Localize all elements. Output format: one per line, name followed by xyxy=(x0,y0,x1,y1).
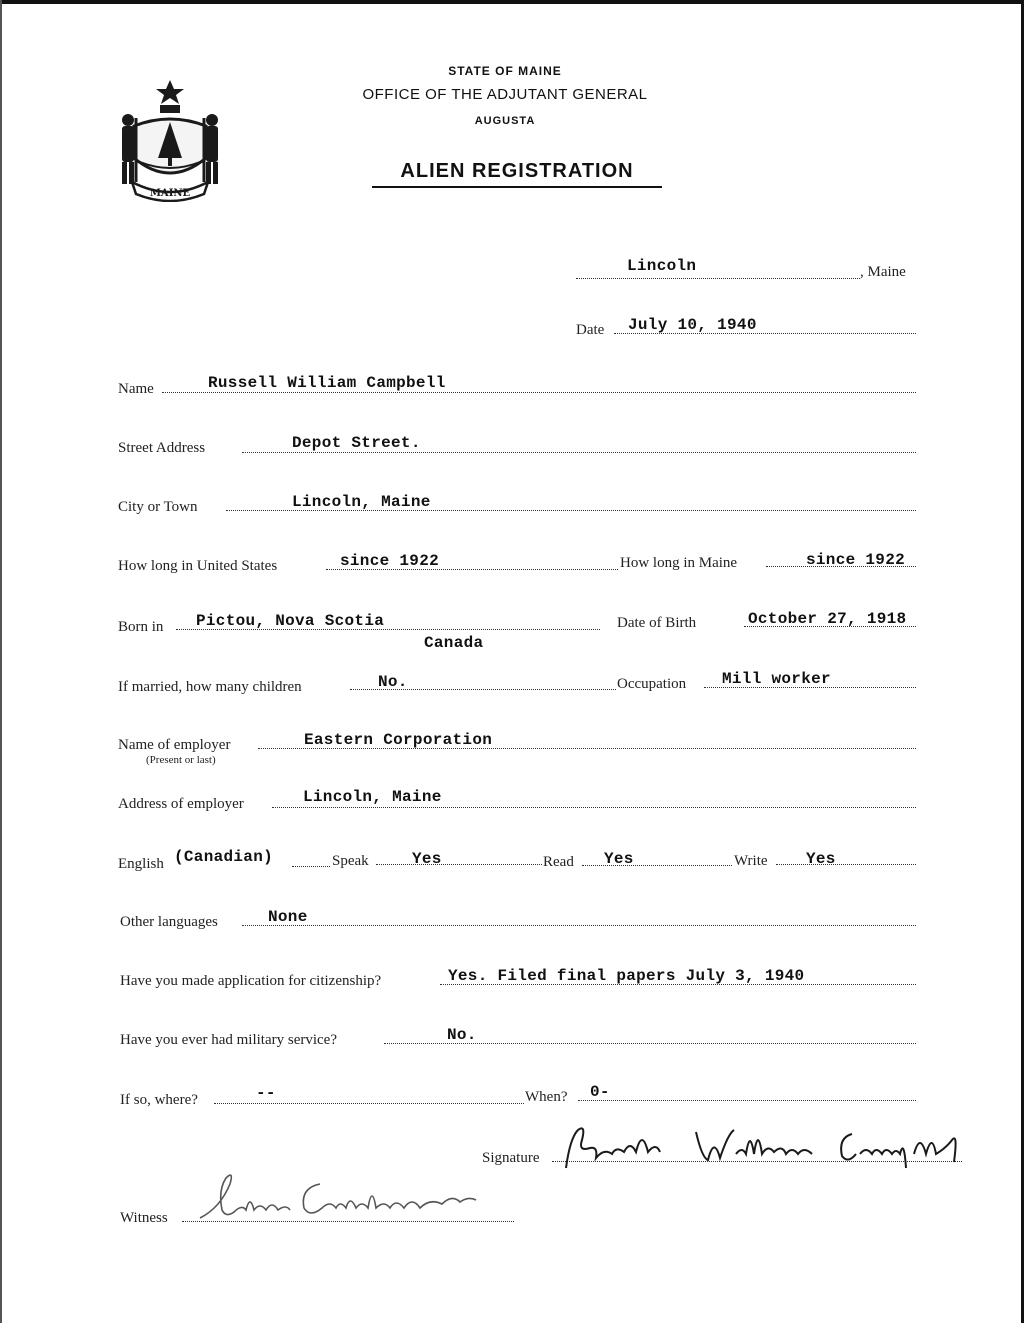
children-label: If married, how many children xyxy=(118,679,302,695)
seal-text: MAINE xyxy=(149,188,191,199)
where-label: If so, where? xyxy=(120,1092,198,1108)
city-label: City or Town xyxy=(118,499,198,515)
street-address-value: Depot Street. xyxy=(292,434,421,452)
when-label: When? xyxy=(525,1089,568,1105)
employer-address-line xyxy=(272,807,916,808)
other-languages-line xyxy=(242,925,916,926)
name-value: Russell William Campbell xyxy=(208,374,446,392)
scan-border-left xyxy=(0,0,2,1323)
witness-label: Witness xyxy=(120,1210,168,1226)
military-label: Have you ever had military service? xyxy=(120,1032,337,1048)
street-address-line xyxy=(242,452,916,453)
header-office: OFFICE OF THE ADJUTANT GENERAL xyxy=(362,86,648,103)
date-of-birth-value: October 27, 1918 xyxy=(748,610,907,628)
form-title: ALIEN REGISTRATION xyxy=(372,160,662,188)
write-value: Yes xyxy=(806,850,836,868)
place-value: Lincoln xyxy=(627,257,697,275)
read-label: Read xyxy=(543,854,574,870)
occupation-label: Occupation xyxy=(617,676,687,692)
scan-border-top xyxy=(0,0,1024,4)
employer-address-label: Address of employer xyxy=(118,796,244,812)
other-languages-label: Other languages xyxy=(120,914,218,930)
military-value: No. xyxy=(447,1026,477,1044)
how-long-maine-label: How long in Maine xyxy=(620,555,738,571)
when-line xyxy=(578,1100,916,1101)
when-value: 0- xyxy=(590,1083,610,1101)
signature-label: Signature xyxy=(482,1150,540,1166)
english-label: English xyxy=(118,856,164,872)
born-in-value: Pictou, Nova Scotia xyxy=(196,612,385,630)
citizenship-value: Yes. Filed final papers July 3, 1940 xyxy=(448,967,805,985)
children-value: No. xyxy=(378,673,408,691)
born-in-label: Born in xyxy=(118,619,164,635)
maine-state-seal-icon xyxy=(114,78,226,202)
write-label: Write xyxy=(734,853,768,869)
speak-line xyxy=(376,864,542,865)
where-value: -- xyxy=(256,1084,276,1102)
header-city: AUGUSTA xyxy=(474,115,536,127)
where-line xyxy=(214,1103,524,1104)
date-label: Date xyxy=(576,322,605,338)
city-value: Lincoln, Maine xyxy=(292,493,431,511)
date-value: July 10, 1940 xyxy=(628,316,757,334)
how-long-maine-value: since 1922 xyxy=(806,551,906,569)
place-suffix-label: , Maine xyxy=(860,264,906,280)
read-value: Yes xyxy=(604,850,634,868)
speak-label: Speak xyxy=(332,853,369,869)
place-line xyxy=(576,278,860,279)
name-line xyxy=(162,392,916,393)
employer-name-value: Eastern Corporation xyxy=(304,731,493,749)
name-label: Name xyxy=(118,381,154,397)
applicant-signature-icon xyxy=(556,1118,986,1178)
employer-name-label: Name of employer xyxy=(118,737,231,753)
witness-signature-icon xyxy=(190,1164,490,1230)
employer-address-value: Lincoln, Maine xyxy=(303,788,442,806)
how-long-us-label: How long in United States xyxy=(118,558,278,574)
employer-note-label: (Present or last) xyxy=(146,754,216,766)
english-value: (Canadian) xyxy=(174,848,274,866)
other-languages-value: None xyxy=(268,908,308,926)
occupation-value: Mill worker xyxy=(722,670,831,688)
how-long-us-value: since 1922 xyxy=(340,552,440,570)
write-line xyxy=(776,864,916,865)
citizenship-label: Have you made application for citizenship? xyxy=(120,973,382,989)
born-in-country-value: Canada xyxy=(424,634,484,652)
speak-value: Yes xyxy=(412,850,442,868)
date-of-birth-label: Date of Birth xyxy=(617,615,697,631)
english-line xyxy=(292,866,330,867)
street-address-label: Street Address xyxy=(118,440,206,456)
header-state: STATE OF MAINE xyxy=(448,64,562,78)
